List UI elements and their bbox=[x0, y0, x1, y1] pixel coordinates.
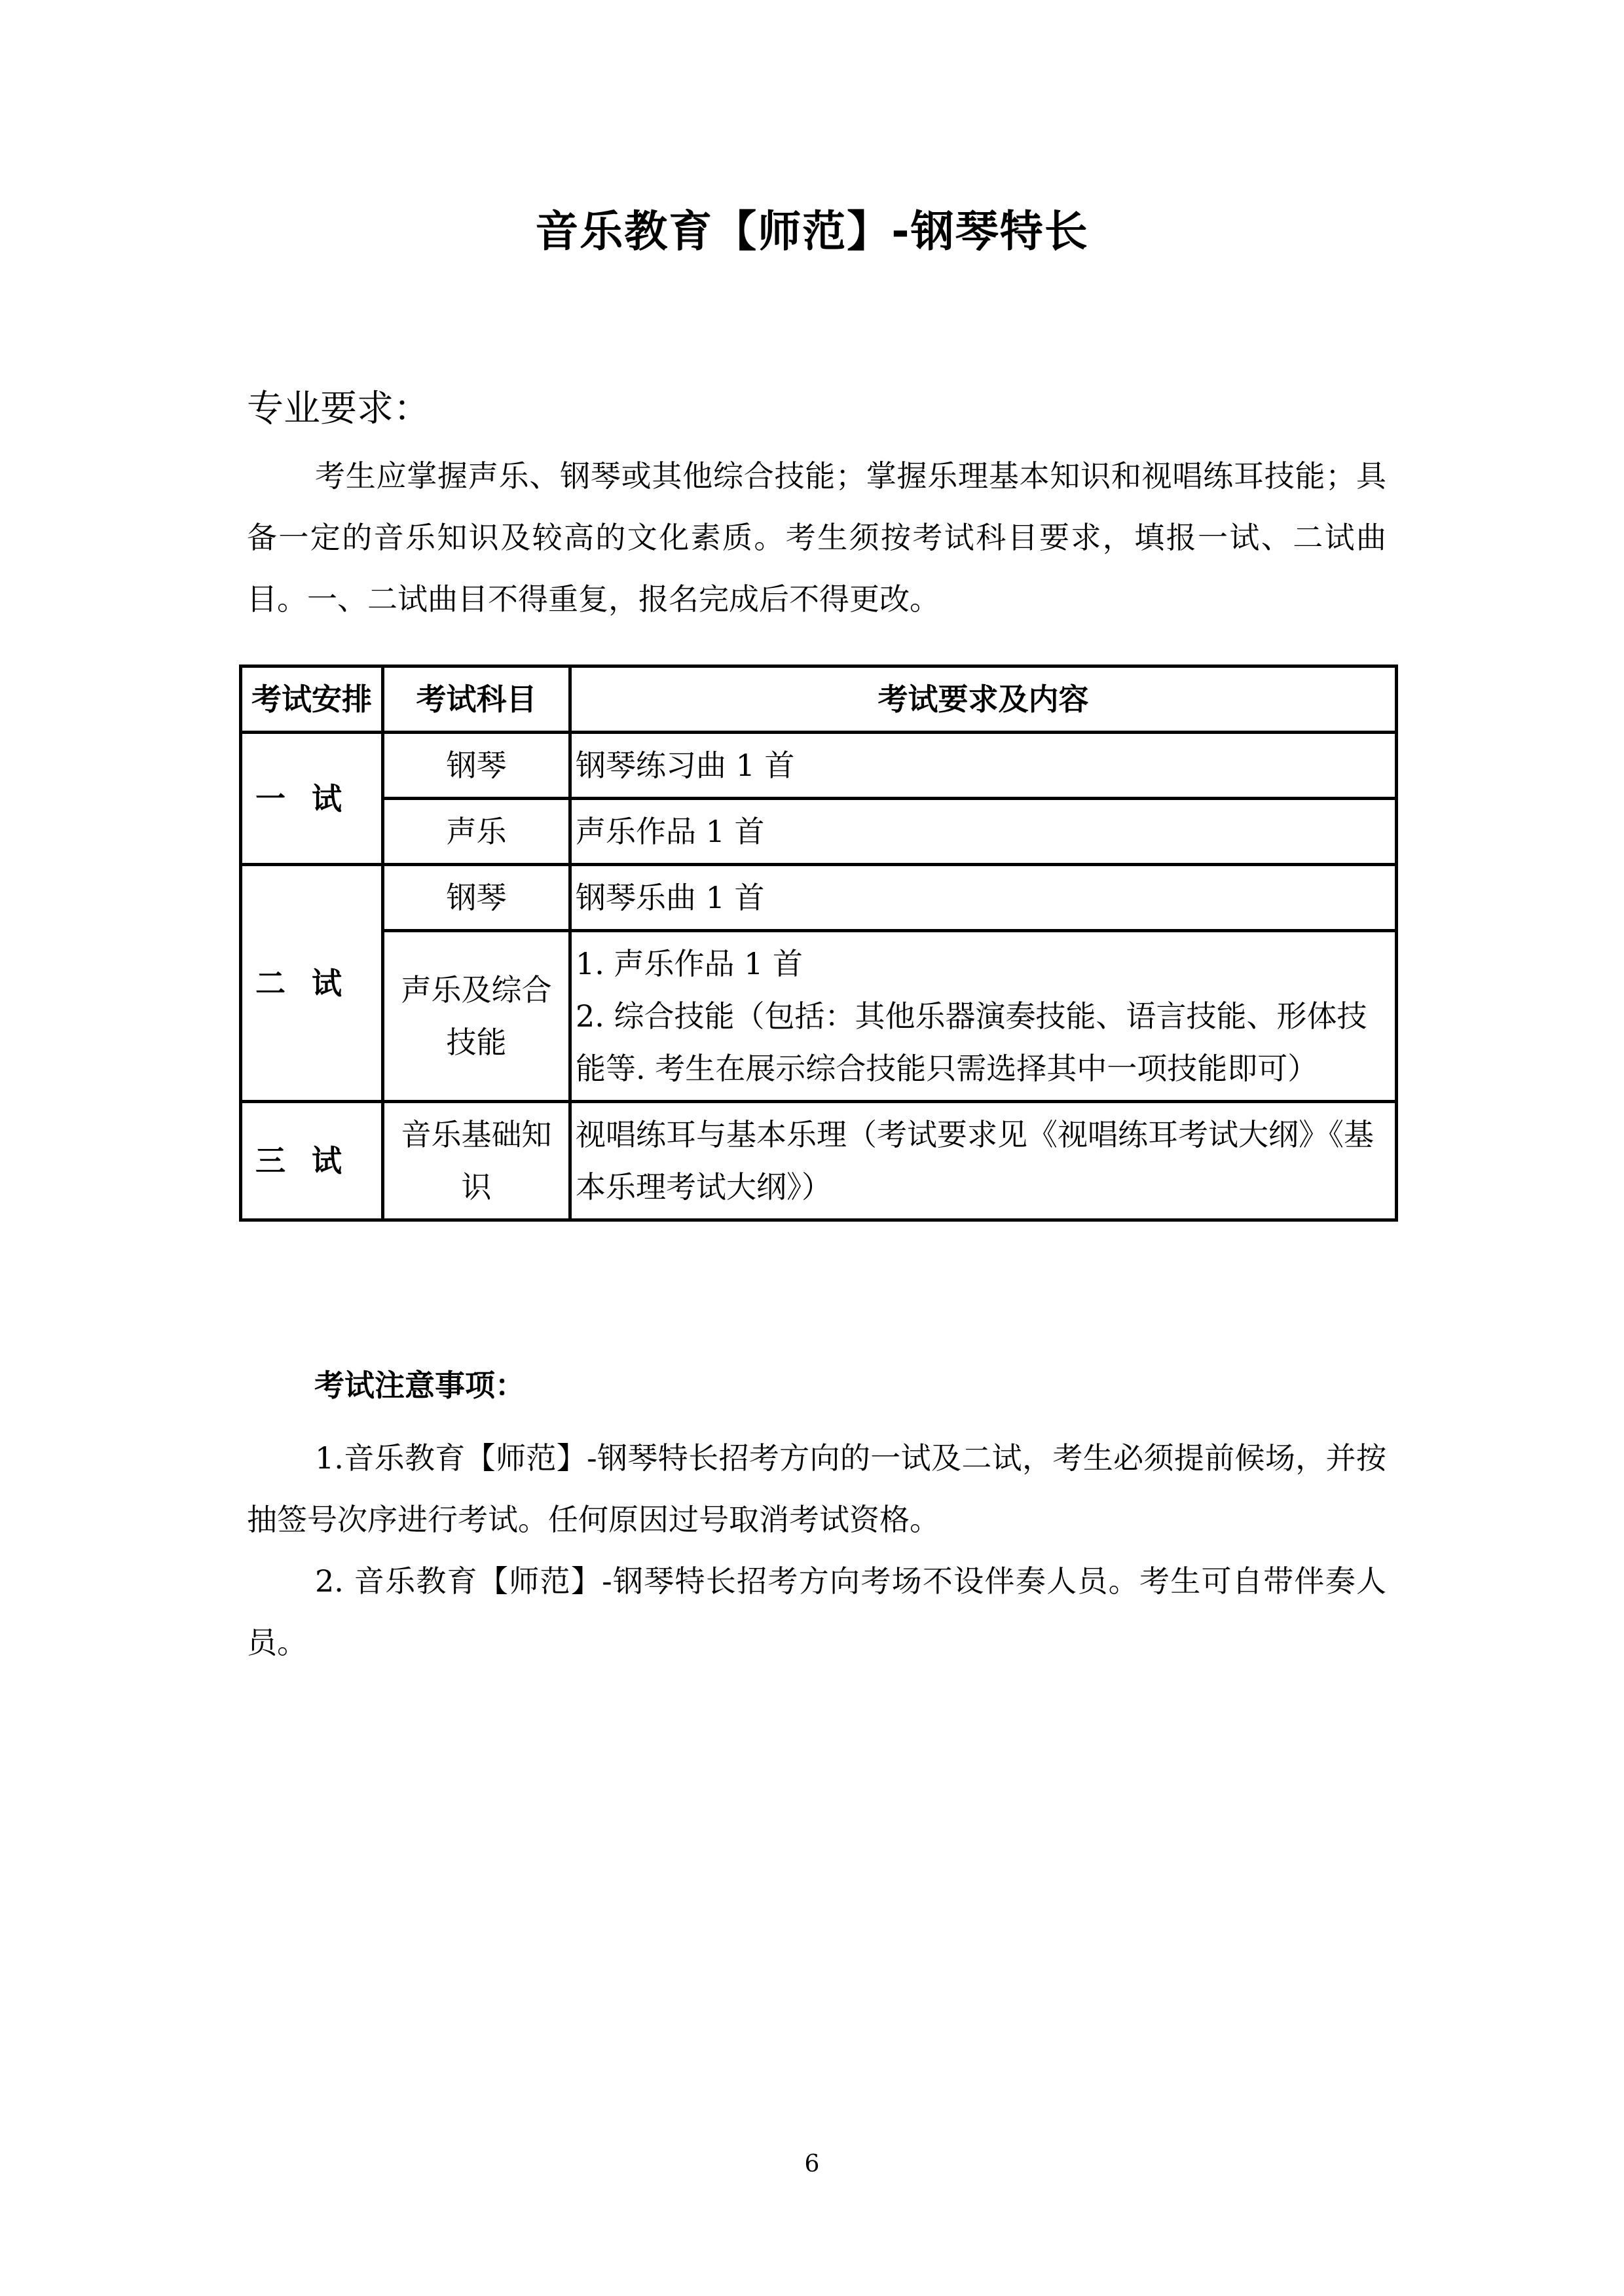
requirement-line: 2. 综合技能（包括：其他乐器演奏技能、语言技能、形体技能等. 考生在展示综合技能只需选择其中一项技能即可） bbox=[576, 998, 1367, 1086]
note-item: 2. 音乐教育【师范】-钢琴特长招考方向考场不设伴奏人员。考生可自带伴奏人员。 bbox=[247, 1563, 1386, 1660]
page-title: 音乐教育【师范】-钢琴特长 bbox=[535, 206, 1089, 257]
requirement-cell: 声乐作品 1 首 bbox=[570, 799, 1397, 865]
subject-cell: 声乐 bbox=[383, 799, 570, 865]
subject-cell: 钢琴 bbox=[383, 733, 570, 799]
subject-cell: 钢琴 bbox=[383, 865, 570, 931]
requirement-cell bbox=[570, 931, 1397, 1102]
table-row bbox=[241, 1102, 1397, 1220]
table-row bbox=[241, 931, 1397, 1102]
header-arrangement: 考试安排 bbox=[241, 666, 383, 733]
section-heading: 专业要求： bbox=[247, 388, 430, 430]
table-header-row bbox=[241, 666, 1397, 733]
note-item: 1.音乐教育【师范】-钢琴特长招考方向的一试及二试，考生必须提前候场，并按抽签号次序进行考试。任何原因过号取消考试资格。 bbox=[247, 1440, 1386, 1537]
table-row bbox=[241, 733, 1397, 799]
notes-heading: 考试注意事项： bbox=[314, 1368, 525, 1403]
requirement-cell: 视唱练耳与基本乐理（考试要求见《视唱练耳考试大纲》《基本乐理考试大纲》） bbox=[570, 1102, 1397, 1220]
intro-paragraph: 考生应掌握声乐、钢琴或其他综合技能；掌握乐理基本知识和视唱练耳技能；具备一定的音乐知识及较高的文化素质。考生须按考试科目要求，填报一试、二试曲目。一、二试曲目不得重复，报名完成后不得更改。 bbox=[247, 458, 1386, 617]
requirement-cell: 钢琴乐曲 1 首 bbox=[570, 865, 1397, 931]
round-label: 二试 bbox=[241, 865, 383, 1102]
header-requirement: 考试要求及内容 bbox=[570, 666, 1397, 733]
subject-cell: 音乐基础知识 bbox=[383, 1102, 570, 1220]
notes-list bbox=[247, 1427, 1386, 1673]
header-subject: 考试科目 bbox=[383, 666, 570, 733]
round-label: 三试 bbox=[241, 1102, 383, 1220]
table-row bbox=[241, 799, 1397, 865]
round-label: 一试 bbox=[241, 733, 383, 865]
exam-table bbox=[239, 665, 1398, 1222]
requirement-cell: 钢琴练习曲 1 首 bbox=[570, 733, 1397, 799]
subject-cell: 声乐及综合技能 bbox=[383, 931, 570, 1102]
page-number: 6 bbox=[804, 2151, 820, 2178]
requirement-line: 1. 声乐作品 1 首 bbox=[576, 946, 803, 981]
table-row bbox=[241, 865, 1397, 931]
